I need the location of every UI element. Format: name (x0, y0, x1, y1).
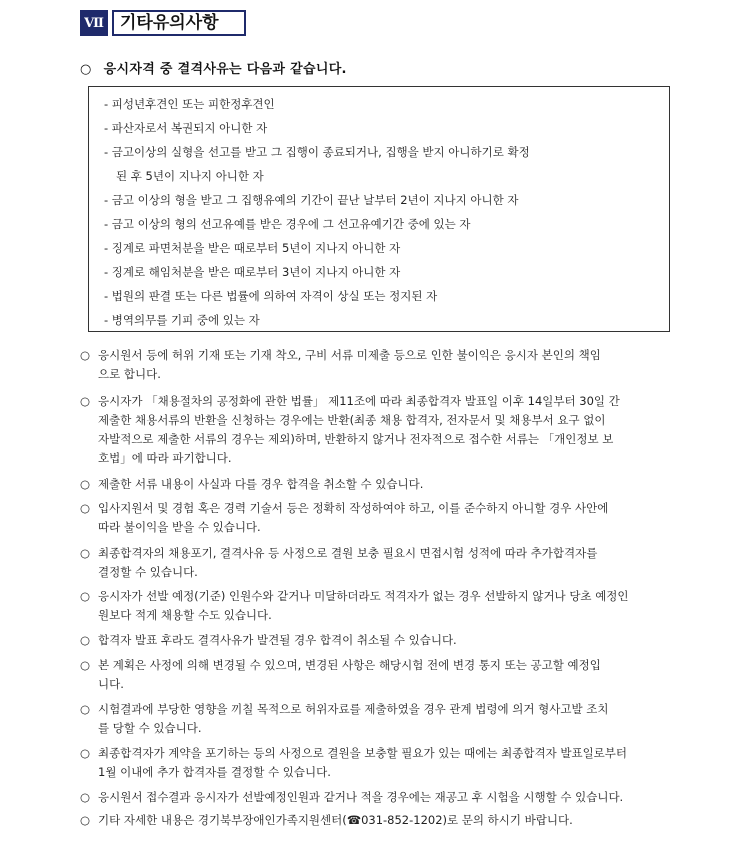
note-bullet: ○ (80, 394, 91, 408)
note-bullet: ○ (80, 477, 91, 491)
note-line: 원보다 적게 채용할 수도 있습니다. (98, 608, 272, 622)
disqualification-item: - 파산자로서 복권되지 아니한 자 (104, 121, 268, 135)
disqualification-item: - 금고이상의 실형을 선고를 받고 그 집행이 종료되거나, 집행을 받지 아니하기로 확정 (104, 145, 530, 159)
note-item (80, 545, 597, 561)
note-bullet: ○ (80, 658, 91, 672)
disqualification-item: - 징계로 해임처분을 받은 때로부터 3년이 지나지 아니한 자 (104, 265, 401, 279)
disqualification-item: - 금고 이상의 형의 선고유예를 받은 경우에 그 선고유예기간 중에 있는 자 (104, 217, 471, 231)
note-bullet: ○ (80, 589, 91, 603)
note-item (80, 588, 629, 604)
intro-line (80, 58, 347, 77)
disqualification-item: - 징계로 파면처분을 받은 때로부터 5년이 지나지 아니한 자 (104, 241, 401, 255)
disqualification-item: - 피성년후견인 또는 피한정후견인 (104, 97, 275, 111)
note-bullet: ○ (80, 546, 91, 560)
note-line: 응시원서 접수결과 응시자가 선발예정인원과 같거나 적을 경우에는 재공고 후 시험을 시행할 수 있습니다. (98, 790, 624, 804)
note-bullet: ○ (80, 501, 91, 515)
note-item (80, 393, 620, 409)
note-line: 응시자가 「채용절차의 공정화에 관한 법률」 제11조에 따라 최종합격자 발표일 이후 14일부터 30일 간 (98, 394, 620, 408)
note-item (80, 701, 608, 717)
section-header (80, 10, 246, 36)
note-item (80, 812, 573, 828)
note-line: 최종합격자가 계약을 포기하는 등의 사정으로 결원을 보충할 필요가 있는 때에는 최종합격자 발표일로부터 (98, 746, 628, 760)
note-bullet: ○ (80, 348, 91, 362)
note-item (80, 500, 608, 516)
note-bullet: ○ (80, 790, 91, 804)
note-item (80, 632, 457, 648)
note-line: 호법」에 따라 파기합니다. (98, 451, 232, 465)
intro-bullet: ○ (80, 62, 92, 77)
note-line: 응시자가 선발 예정(기준) 인원수와 같거나 미달하더라도 적격자가 없는 경우 선발하지 않거나 당초 예정인 (98, 589, 629, 603)
note-item (80, 347, 601, 363)
disqualification-item: 된 후 5년이 지나지 아니한 자 (116, 169, 264, 183)
note-line: 결정할 수 있습니다. (98, 565, 198, 579)
disqualification-box (88, 86, 670, 332)
note-line: 를 당할 수 있습니다. (98, 721, 202, 735)
note-bullet: ○ (80, 746, 91, 760)
note-line: 기타 자세한 내용은 경기북부장애인가족지원센터(☎031-852-1202)로 문의 하시기 바랍니다. (98, 813, 573, 827)
disqualification-item: - 병역의무를 기피 중에 있는 자 (104, 313, 260, 327)
note-line: 따라 불이익을 받을 수 있습니다. (98, 520, 261, 534)
note-line: 으로 합니다. (98, 367, 161, 381)
note-line: 시험결과에 부당한 영향을 끼칠 목적으로 허위자료를 제출하였을 경우 관계 법령에 의거 형사고발 조치 (98, 702, 609, 716)
note-line: 응시원서 등에 허위 기재 또는 기재 착오, 구비 서류 미제출 등으로 인한 불이익은 응시자 본인의 책임 (98, 348, 601, 362)
intro-text: 응시자격 중 결격사유는 다음과 같습니다. (103, 62, 347, 77)
note-line: 제출한 서류 내용이 사실과 다를 경우 합격을 취소할 수 있습니다. (98, 477, 424, 491)
note-item (80, 745, 627, 761)
note-item (80, 657, 601, 673)
note-line: 최종합격자의 채용포기, 결격사유 등 사정으로 결원 보충 필요시 면접시험 성적에 따라 추가합격자를 (98, 546, 598, 560)
note-line: 합격자 발표 후라도 결격사유가 발견될 경우 합격이 취소될 수 있습니다. (98, 633, 457, 647)
disqualification-item: - 법원의 판결 또는 다른 법률에 의하여 자격이 상실 또는 정지된 자 (104, 289, 438, 303)
note-line: 자발적으로 제출한 서류의 경우는 제외)하며, 반환하지 않거나 전자적으로 접수한 서류는 「개인정보 보 (98, 432, 614, 446)
note-line: 본 계획은 사정에 의해 변경될 수 있으며, 변경된 사항은 해당시험 전에 변경 통지 또는 공고할 예정입 (98, 658, 601, 672)
note-bullet: ○ (80, 702, 91, 716)
section-title: 기타유의사항 (112, 10, 246, 36)
disqualification-item: - 금고 이상의 형을 받고 그 집행유예의 기간이 끝난 날부터 2년이 지나지 아니한 자 (104, 193, 519, 207)
note-line: 니다. (98, 677, 124, 691)
note-bullet: ○ (80, 813, 91, 827)
note-item (80, 789, 623, 805)
note-line: 1월 이내에 추가 합격자를 결정할 수 있습니다. (98, 765, 331, 779)
note-line: 제출한 채용서류의 반환을 신청하는 경우에는 반환(최종 채용 합격자, 전자문서 및 채용부서 요구 없이 (98, 413, 606, 427)
note-bullet: ○ (80, 633, 91, 647)
note-line: 입사지원서 및 경험 혹은 경력 기술서 등은 정확히 작성하여야 하고, 이를 준수하지 아니할 경우 사안에 (98, 501, 609, 515)
section-number-badge: Ⅶ (80, 10, 108, 36)
note-item (80, 476, 423, 492)
